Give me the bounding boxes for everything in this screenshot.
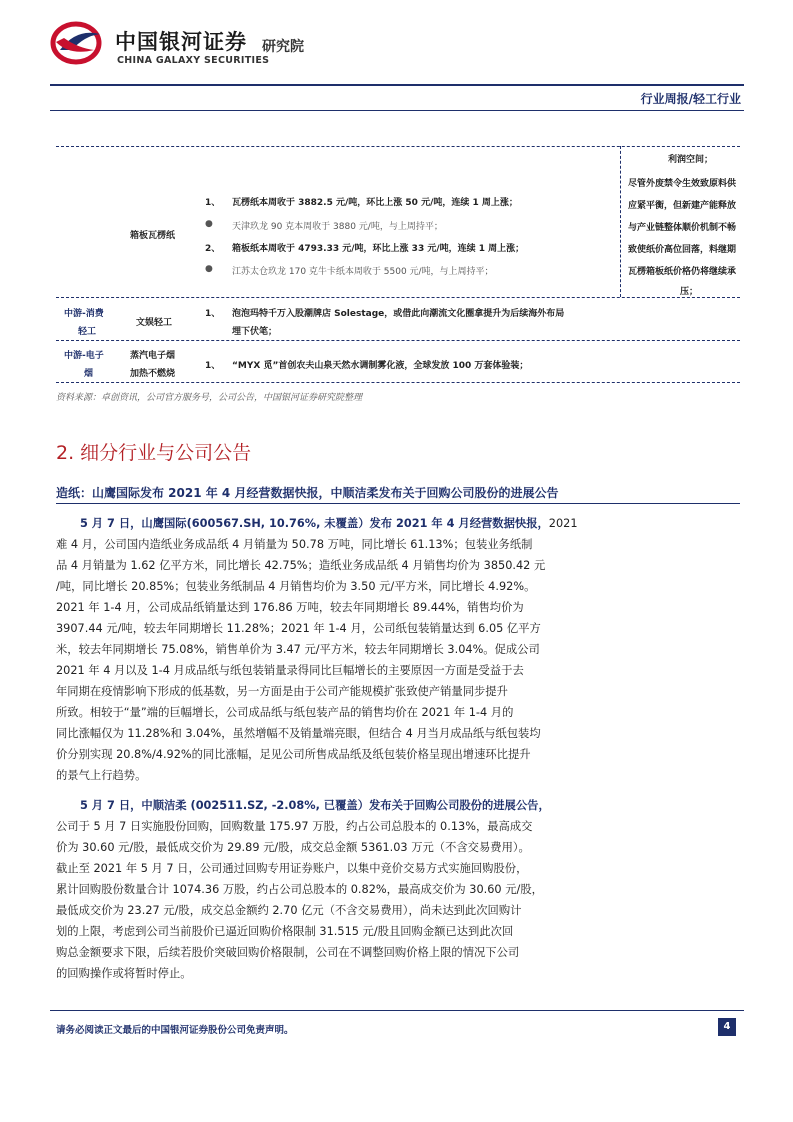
paragraph-line: 的景气上行趋势。 [56,769,147,782]
table-item: 江苏太仓玖龙 170 克牛卡纸本周收于 5500 元/吨，与上周持平； [232,267,494,277]
paragraph-line: 难 4 月，公司国内造纸业务成品纸 4 月销量为 50.78 万吨，同比增长 61.13%；包装业务纸制 [56,538,533,551]
bullet-icon: ● [205,219,213,229]
report-type: 行业周报/轻工行业 [640,92,741,106]
section-subtitle: 造纸：山鹰国际发布 2021 年 4 月经营数据快报，中顺洁柔发布关于回购公司股份的进展公告 [56,486,559,500]
brand-name-en: CHINA GALAXY SECURITIES [117,55,270,66]
header-divider [50,84,744,86]
table-category: 中游-消费 [64,309,104,319]
paragraph-line: 2021 年 4 月以及 1-4 月成品纸与纸包装销量录得同比巨幅增长的主要原因一方面是受益于去 [56,664,524,677]
paragraph-line: 所致。相较于“量”端的巨幅增长，公司成品纸与纸包装产品的销售均价在 2021 年 1-4 月的 [56,706,514,719]
paragraph-line: 价分别实现 20.8%/4.92%的同比涨幅，足见公司所售成品纸及纸包装价格呈现出增速环比提升 [56,748,531,761]
paragraph-shanying [56,513,740,786]
paragraph-line: 购总金额要求下限，后续若股价突破回购价格限制，公司在不调整回购价格上限的情况下公司 [56,946,520,959]
table-category: 轻工 [78,327,97,337]
table-item: 泡泡玛特千万入股潮牌店 Solestage，或借此向潮流文化圈拿提升为后续海外布局 [232,309,565,319]
paragraph-line: 价为 30.60 元/股，最低成交价为 29.89 元/股，成交总金额 5361.03 万元（不含交易费用）。 [56,841,530,854]
bullet-icon: ● [205,264,213,274]
paragraph-zhongshun [56,795,740,984]
paragraph-lead: 5 月 7 日，中顺洁柔 (002511.SZ, -2.08%, 已覆盖）发布关于回购公司股份的进展公告， [80,799,550,812]
paragraph-line: 2021 年 1-4 月，公司成品纸销量达到 176.86 万吨，较去年同期增长 89.44%，销售均价为 [56,601,524,614]
table-item: 箱板纸本周收于 4793.33 元/吨，环比上涨 33 元/吨，连续 1 周上涨； [232,244,525,254]
item-marker: 1、 [205,361,221,371]
footer-disclaimer: 请务必阅读正文最后的中国银河证券股份公司免责声明。 [56,1025,294,1036]
page-number: 4 [718,1018,736,1036]
table-comment: 与产业链整体顺价机制不畅 [628,223,737,233]
table-item: 天津玖龙 90 克本周收于 3880 元/吨，与上周持平； [232,222,443,232]
paragraph-lead: 5 月 7 日，山鹰国际(600567.SH, 10.76%, 未覆盖）发布 2021 年 4 月经营数据快报， [80,517,549,530]
paragraph-line: /吨，同比增长 20.85%；包装业务纸制品 4 月销售均价为 3.50 元/平方米，同比增长 4.92%。 [56,580,536,593]
table-comment: 致使纸价高位回落，料继期 [628,245,737,255]
paragraph-line: 同比涨幅仅为 11.28%和 3.04%，虽然增幅不及销量端亮眼，但结合 4 月当月成品纸与纸包装均 [56,727,541,740]
table-column-rule [620,146,621,297]
table-comment: 压； [680,287,699,297]
paragraph-line: 米，较去年同期增长 75.08%，销售单价为 3.47 元/平方米，较去年同期增长 3.04%。促成公司 [56,643,540,656]
table-rule [56,382,740,383]
table-subcategory: 加热不燃烧 [130,369,176,379]
paragraph-line: 截止至 2021 年 5 月 7 日，公司通过回购专用证券账户，以集中竞价交易方式实施回购股份， [56,862,528,875]
galaxy-logo-icon [50,20,108,66]
table-item: 埋下伏笔； [232,327,278,337]
subtitle-underline [56,503,740,504]
table-item: “MYX 觅”首创农夫山泉天然水调制雾化液，全球发放 100 万套体验装； [232,361,529,371]
item-marker: 2、 [205,244,221,254]
paragraph-line [56,795,740,816]
table-subcategory: 蒸汽电子烟 [130,351,176,361]
paragraph-lead-tail: 2021 [548,517,578,530]
paragraph-line: 最低成交价为 23.27 元/股，成交总金额约 2.70 亿元（不含交易费用），尚未达到此次回购计 [56,904,522,917]
brand-institute: 研究院 [262,39,304,55]
paragraph-line [56,513,740,534]
item-marker: 1、 [205,198,221,208]
paragraph-line: 3907.44 元/吨，较去年同期增长 11.28%；2021 年 1-4 月，公司纸包装销量达到 6.05 亿平方 [56,622,541,635]
table-category: 中游-电子 [64,351,104,361]
table-rule [56,340,740,341]
paragraph-line: 年同期在疫情影响下形成的低基数，另一方面是由于公司产能规模扩张致使产销量同步提升 [56,685,508,698]
paragraph-line: 累计回购股份数量合计 1074.36 万股，约占公司总股本的 0.82%，最高成交价为 30.60 元/股， [56,883,543,896]
table-item: 瓦楞纸本周收于 3882.5 元/吨，环比上涨 50 元/吨，连续 1 周上涨； [232,198,518,208]
table-source-note: 资料来源：卓创资讯，公司官方服务号，公司公告，中国银河证券研究院整理 [56,393,363,403]
table-comment: 尽管外废禁令生效致原料供 [628,179,737,189]
brand-name-cn: 中国银河证券 [115,30,247,54]
table-comment: 应紧平衡，但新建产能释放 [628,201,737,211]
paragraph-line: 品 4 月销量为 1.62 亿平方米，同比增长 42.75%；造纸业务成品纸 4 月销售均价为 3850.42 元 [56,559,546,572]
section-title: 2. 细分行业与公司公告 [56,442,252,464]
table-subcategory: 箱板瓦楞纸 [130,231,176,241]
table-comment: 瓦楞箱板纸价格仍将继续承 [628,267,737,277]
table-subcategory: 文娱轻工 [136,318,173,328]
table-rule [56,297,740,298]
table-comment: 利润空间； [668,155,714,165]
table-category: 烟 [84,369,94,379]
paragraph-line: 公司于 5 月 7 日实施股份回购，回购数量 175.97 万股，约占公司总股本的 0.13%，最高成交 [56,820,533,833]
paragraph-line: 的回购操作或将暂时停止。 [56,967,192,980]
item-marker: 1、 [205,309,221,319]
header-divider-thin [50,110,744,111]
paragraph-line: 划的上限，考虑到公司当前股价已逼近回购价格限制 31.515 元/股且回购金额已达到此次回 [56,925,514,938]
table-rule [56,146,740,147]
footer-divider [50,1010,744,1011]
